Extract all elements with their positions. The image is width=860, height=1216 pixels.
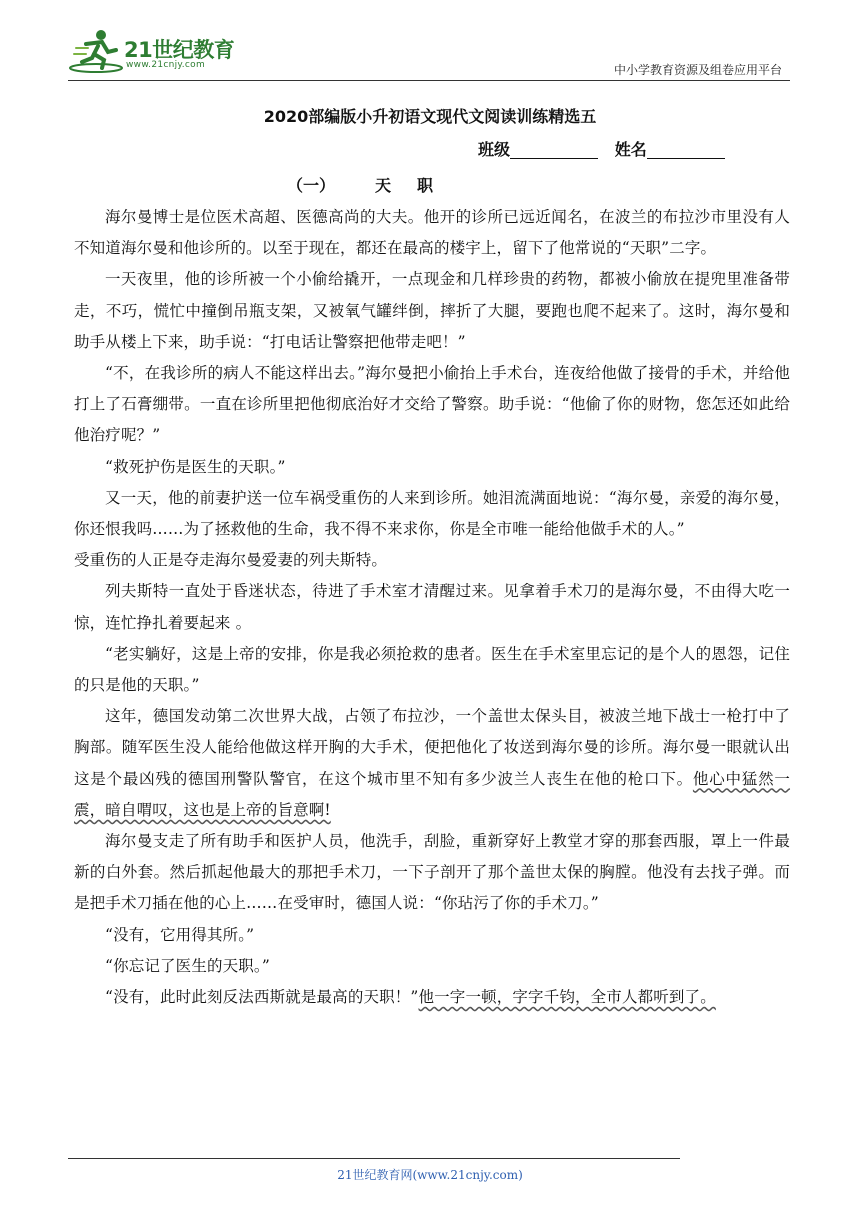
class-label: 班级 (478, 140, 511, 159)
paragraph: 又一天，他的前妻护送一位车祸受重伤的人来到诊所。她泪流满面地说：“海尔曼，亲爱的海尔曼，你还恨我吗……为了拯救他的生命，我不得不来求你，你是全市唯一能给他做手术的人。” (74, 488, 790, 539)
class-name-line (478, 137, 725, 160)
paragraph: “没有，它用得其所。” (105, 925, 255, 944)
paragraph (74, 701, 790, 826)
logo-url: www.21cnjy.com (126, 60, 206, 70)
paragraph: “不，在我诊所的病人不能这样出去。”海尔曼把小偷抬上手术台，连夜给他做了接骨的手术，并给他打上了石膏绷带。一直在诊所里把他彻底治好才交给了警察。助手说：“他偷了你的财物，您怎还如此给他治疗呢？” (74, 364, 790, 445)
header-divider (68, 80, 790, 81)
paragraph-text: 这年，德国发动第二次世界大战，占领了布拉沙，一个盖世太保头目，被波兰地下战士一枪打中了胸部。随军医生没人能给他做这样开胸的大手术，便把他化了妆送到海尔曼的诊所。海尔曼一眼就认出这是个最凶残的德国刑警队警官，在这个城市里不知有多少波兰人丧生在他的枪口下。 (74, 707, 790, 788)
footer-divider (68, 1158, 680, 1159)
name-blank[interactable] (647, 140, 725, 159)
paragraph: 海尔曼博士是位医术高超、医德高尚的大夫。他开的诊所已远近闻名，在波兰的布拉沙市里没有人不知道海尔曼和他诊所的。以至于现在，都还在最高的楼宇上，留下了他常说的“天职”二字。 (74, 208, 790, 258)
page-header (0, 0, 860, 80)
class-blank[interactable] (510, 140, 598, 159)
logo-brand: 21世纪教育 (124, 38, 235, 62)
paragraph-text: “没有，此时此刻反法西斯就是最高的天职！” (105, 988, 419, 1007)
paragraph: “老实躺好，这是上帝的安排，你是我必须抢救的患者。医生在手术室里忘记的是个人的恩怨，记住的只是他的天职。” (74, 644, 790, 695)
underlined-sentence: 他一字一顿，字字千钧，全市人都听到了。 (418, 988, 716, 1007)
article-body (74, 202, 790, 1013)
paragraph (74, 982, 790, 1013)
runner-logo-icon (68, 28, 124, 74)
paragraph: “救死护伤是医生的天职。” (105, 457, 286, 476)
name-label: 姓名 (614, 140, 647, 159)
section-number: （一） (287, 176, 336, 195)
section-title-char-1: 天 (375, 176, 392, 195)
underlined-sentence: 他心中猛然一震，暗自喟叹，这也是上帝的旨意啊! (74, 769, 791, 819)
section-heading (287, 173, 433, 196)
paragraph: 一天夜里，他的诊所被一个小偷给撬开，一点现金和几样珍贵的药物，都被小偷放在提兜里准备带走，不巧，慌忙中撞倒吊瓶支架，又被氧气罐绊倒，摔折了大腿，要跑也爬不起来了。这时，海尔曼和助手从楼上下来，助手说：“打电话让警察把他带走吧！” (74, 270, 790, 351)
paragraph: 列夫斯特一直处于昏迷状态，待进了手术室才清醒过来。见拿着手术刀的是海尔曼，不由得大吃一惊，连忙挣扎着要起来 。 (74, 582, 790, 632)
paragraph: 受重伤的人正是夺走海尔曼爱妻的列夫斯特。 (74, 551, 388, 570)
logo (68, 28, 238, 78)
paragraph: 海尔曼支走了所有助手和医护人员，他洗手，刮脸，重新穿好上教堂才穿的那套西服，罩上一件最新的白外套。然后抓起他最大的那把手术刀，一下子剖开了那个盖世太保的胸膛。他没有去找子弹。而是把手术刀插在他的心上……在受审时，德国人说：“你玷污了你的手术刀。” (74, 832, 790, 913)
section-title-char-2: 职 (417, 176, 434, 195)
platform-slogan: 中小学教育资源及组卷应用平台 (613, 63, 782, 77)
document-title: 2020部编版小升初语文现代文阅读训练精选五 (263, 107, 597, 126)
paragraph: “你忘记了医生的天职。” (105, 956, 270, 975)
footer-link[interactable]: 21世纪教育网(www.21cnjy.com) (337, 1168, 523, 1182)
